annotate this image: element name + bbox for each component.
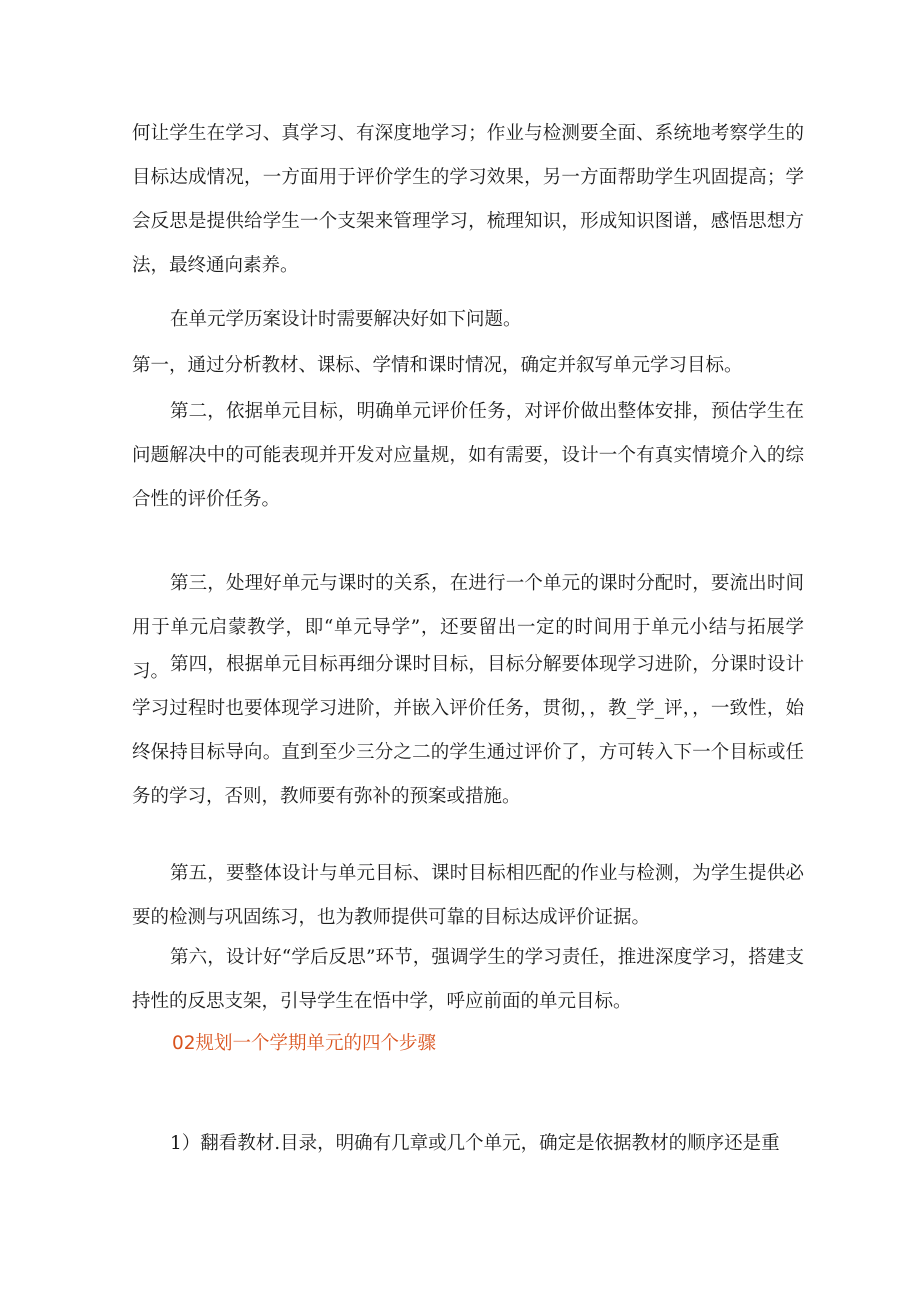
paragraph-fifth: 第五，要整体设计与单元目标、课时目标相匹配的作业与检测，为学生提供必要的检测与巩固练习，也为教师提供可靠的目标达成评价证据。	[132, 863, 804, 928]
paragraph-first: 第一，通过分析教材、课标、学情和课时情况，确定并叙写单元学习目标。	[132, 355, 743, 376]
section-heading: 02规划一个学期单元的四个步骤	[172, 1033, 437, 1054]
paragraph-step-one: 1）翻看教材.目录，明确有几章或几个单元，确定是依据教材的顺序还是重	[170, 1133, 780, 1154]
paragraph-intro-continuation: 何让学生在学习、真学习、有深度地学习；作业与检测要全面、系统地考察学生的目标达成情况，一方面用于评价学生的学习效果，另一方面帮助学生巩固提高；学会反思是提供给学生一个支架来管理学习，梳理知识，形成知识图谱，感悟思想方法，最终通向素养。	[132, 123, 804, 276]
paragraph-second: 第二，依据单元目标，明确单元评价任务，对评价做出整体安排，预估学生在问题解决中的可能表现并开发对应量规，如有需要，设计一个有真实情境介入的综合性的评价任务。	[132, 401, 804, 510]
paragraph-fourth: 第四，根据单元目标再细分课时目标，目标分解要体现学习进阶，分课时设计学习过程时也要体现学习进阶，并嵌入评价任务，贯彻，，教_学_评，，一致性，始终保持目标导向。直到至少三分之二的学生通过评价了，方可转入下一个目标或任务的学习，否则，教师要有弥补的预案或措施。	[132, 654, 804, 807]
paragraph-questions-lead: 在单元学历案设计时需要解决好如下问题。	[170, 309, 522, 330]
paragraph-sixth: 第六，设计好“学后反思”环节，强调学生的学习责任，推进深度学习，搭建支持性的反思支架，引导学生在悟中学，呼应前面的单元目标。	[132, 947, 804, 1012]
paragraph-third: 第三，处理好单元与课时的关系，在进行一个单元的课时分配时，要流出时间用于单元启蒙教学，即“单元导学”，还要留出一定的时间用于单元小结与拓展学习。	[132, 573, 804, 682]
